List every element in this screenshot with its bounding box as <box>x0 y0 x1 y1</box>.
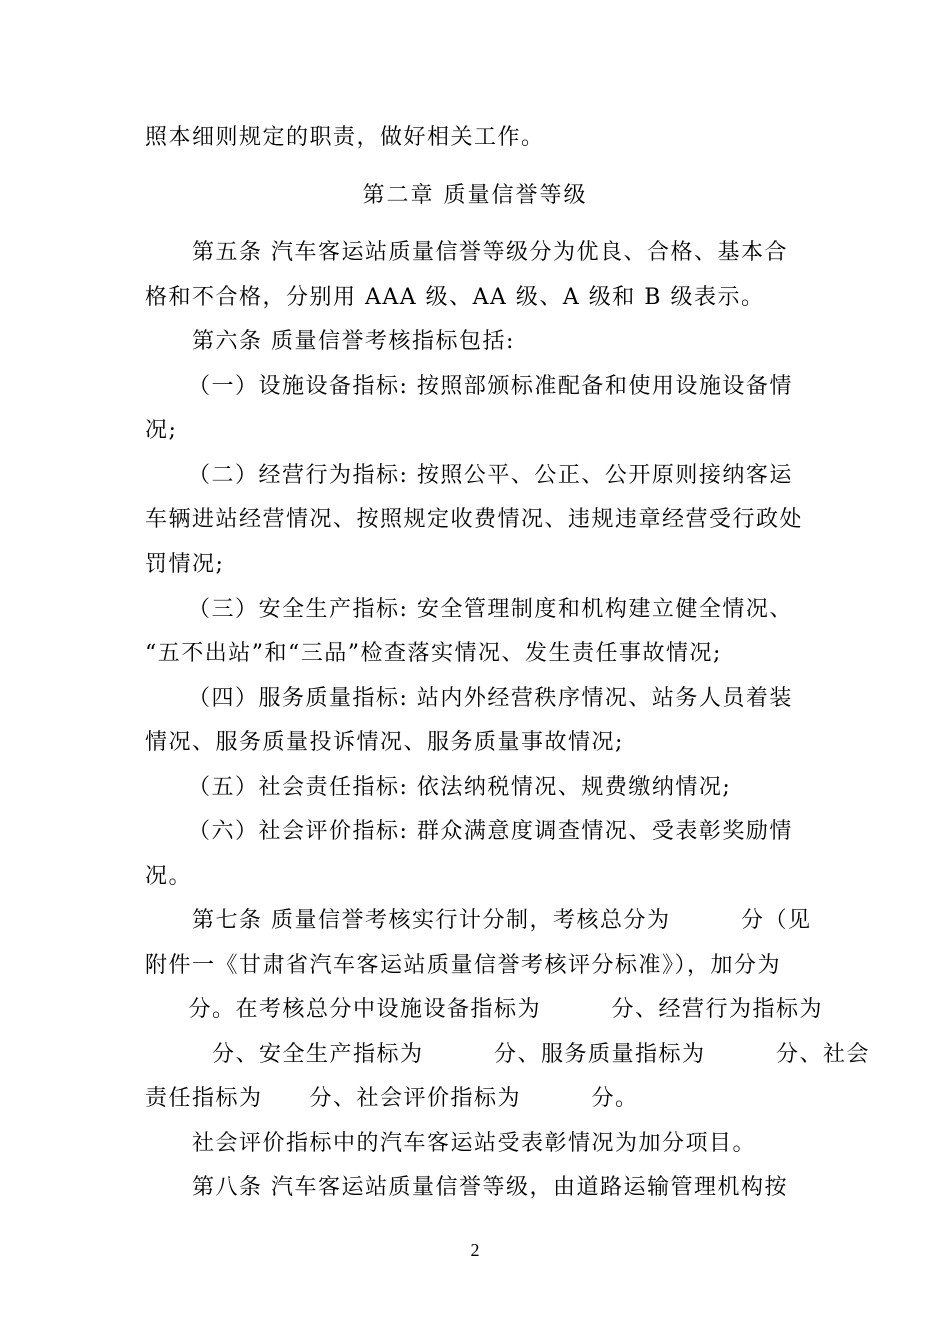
text-line: （一）设施设备指标: 按照部颁标准配备和使用设施设备情 <box>188 374 793 399</box>
text-line: （四）服务质量指标: 站内外经营秩序情况、站务人员着装 <box>188 686 793 711</box>
text-line: 第八条 汽车客运站质量信誉等级，由道路运输管理机构按 <box>192 1175 788 1200</box>
chapter-heading: 第二章 质量信誉等级 <box>362 183 588 208</box>
text-line: 附件一《甘肃省汽车客运站质量信誉考核评分标准》），加分为 <box>145 953 782 978</box>
text-line: 分、安全生产指标为 分、服务质量指标为 分、社会 <box>165 1042 871 1067</box>
text-line: 况; <box>145 418 178 443</box>
text-line: （三）安全生产指标: 安全管理制度和机构建立健全情况、 <box>188 597 793 622</box>
text-line: 格和不合格，分别用 AAA 级、AA 级、A 级和 B 级表示。 <box>145 285 765 310</box>
text-line: 况。 <box>145 864 193 889</box>
text-line: 社会评价指标中的汽车客运站受表彰情况为加分项目。 <box>192 1131 757 1156</box>
text-line: （二）经营行为指标: 按照公平、公正、公开原则接纳客运 <box>188 463 793 488</box>
page-number: 2 <box>470 1240 480 1260</box>
text-line: 罚情况; <box>145 552 225 577</box>
text-line: 分。在考核总分中设施设备指标为 分、经营行为指标为 <box>165 997 824 1022</box>
text-line: 车辆进站经营情况、按照规定收费情况、违规违章经营受行政处 <box>145 507 804 532</box>
text-line: （五）社会责任指标: 依法纳税情况、规费缴纳情况; <box>188 775 732 800</box>
text-line: 第七条 质量信誉考核实行计分制，考核总分为 分（见 <box>192 908 812 933</box>
text-line: （六）社会评价指标: 群众满意度调查情况、受表彰奖励情 <box>188 819 793 844</box>
text-line: 情况、服务质量投诉情况、服务质量事故情况; <box>145 730 624 755</box>
text-line: 责任指标为 分、社会评价指标为 分。 <box>145 1086 639 1111</box>
text-line: 照本细则规定的职责，做好相关工作。 <box>145 125 545 150</box>
text-line: “五不出站”和“三品”检查落实情况、发生责任事故情况; <box>145 641 722 666</box>
text-line: 第六条 质量信誉考核指标包括: <box>192 329 515 354</box>
text-line: 第五条 汽车客运站质量信誉等级分为优良、合格、基本合 <box>192 240 788 265</box>
